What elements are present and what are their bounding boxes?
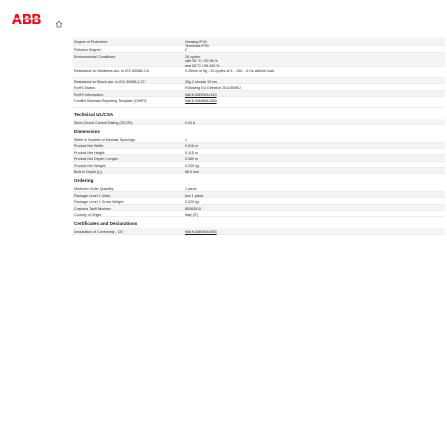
table-row: [73, 78, 445, 84]
row-key: RoHS Information:: [74, 92, 104, 97]
row-key: Width in Number of Modular Spacings:: [74, 138, 136, 143]
section-title-dimensions: Dimensions: [74, 129, 101, 135]
row-key: Resistance to Shock acc. to IEC 60068-2-27:: [74, 79, 146, 84]
row-value: [185, 230, 445, 235]
row-value: Following EU Directive 2011/65/EU: [185, 86, 241, 91]
table-row: [73, 155, 445, 161]
row-value: 0.03 A: [185, 120, 196, 125]
table-row: [73, 185, 445, 191]
table-row: [73, 228, 445, 234]
row-value: 0.220 kg: [185, 200, 199, 205]
abb-logo[interactable]: [12, 14, 42, 24]
row-value: 0.35mm or 5g - 20 cycles at 5 ...150 ...5 Hz without load: [185, 69, 274, 74]
table-row: [73, 211, 445, 217]
row-value: 30g 2 shocks 13 ms: [185, 79, 217, 84]
row-value-line: Housing IP40: [185, 39, 207, 44]
row-value: 68.9 mm: [185, 169, 199, 174]
row-key: Country of Origin:: [74, 212, 103, 217]
row-key: Minimum Order Quantity:: [74, 187, 115, 192]
row-value: 0.200 kg: [185, 163, 199, 168]
row-value: 85363010: [185, 206, 201, 211]
row-value: [185, 93, 445, 98]
table-row: [73, 149, 445, 155]
table-row: [73, 192, 445, 198]
row-key: Pollution Degree:: [74, 48, 102, 53]
row-key: Product Net Weight:: [74, 163, 107, 168]
row-value: [185, 99, 445, 104]
row-value: 0.018 m: [185, 144, 198, 149]
row-key: Short-Circuit Current Rating (SCCR):: [74, 120, 133, 125]
row-key: Declaration of Conformity - CE:: [74, 230, 124, 235]
row-key: Degree of Protection:: [74, 39, 108, 44]
table-row: [73, 84, 445, 90]
row-value: 1 piece: [185, 187, 197, 192]
row-key: Product Net Height:: [74, 150, 106, 155]
row-key: Package Level 1 Units:: [74, 193, 111, 198]
row-value: [185, 55, 445, 69]
product-details: [73, 38, 445, 235]
row-key: RoHS Status:: [74, 86, 96, 91]
row-value: 0.069 m: [185, 157, 198, 162]
table-row: [73, 53, 445, 68]
row-value: 1: [185, 138, 187, 143]
row-value-line: and 25 °C / 95-100 %: [185, 63, 220, 68]
declaration-ce-link[interactable]: 9AKK108930A0053: [185, 230, 217, 235]
table-row: [73, 205, 445, 211]
table-row: [73, 91, 445, 97]
section-title-ordering: Ordering: [74, 178, 94, 184]
cmrt-link[interactable]: 9AKK108468A3363: [185, 99, 217, 104]
row-key: Conflict Minerals Reporting Template (CMRT):: [74, 99, 148, 104]
section-title-certificates: Certificates and Declarations: [74, 221, 138, 227]
row-key: Customs Tariff Number:: [74, 206, 112, 211]
rohs-information-link[interactable]: 9AKK108930A1510: [185, 92, 217, 97]
abb-logo-mark: [12, 14, 42, 24]
home-icon[interactable]: [55, 15, 63, 23]
row-key: Environmental Conditions:: [74, 54, 116, 59]
row-value: 0.115 m: [185, 150, 198, 155]
table-row: [73, 67, 445, 78]
row-value: 2: [185, 48, 187, 53]
table-row: [73, 46, 445, 52]
row-key: Product Net Depth / Length:: [74, 157, 119, 162]
top-bar: [0, 0, 447, 34]
row-value: Italy (IT): [185, 212, 199, 217]
table-row: [73, 136, 445, 142]
row-key: Package Level 1 Gross Weight:: [74, 200, 125, 205]
table-row: [73, 38, 445, 49]
row-value-line: Terminals IP20: [185, 44, 209, 49]
table-row: [73, 168, 445, 174]
row-value-line: 28 cycles: [185, 54, 200, 59]
table-row: [73, 162, 445, 168]
table-row: [73, 119, 445, 125]
row-key: Built-In Depth (t₂):: [74, 169, 103, 174]
section-title-technical: Technical UL/CSA: [74, 111, 114, 117]
row-key: Resistance to Vibrations acc. to IEC 60068-2-6:: [74, 69, 150, 74]
table-row: [73, 198, 445, 204]
row-value-line: with 55 °C / 90-96 %: [185, 59, 218, 64]
table-row: [73, 97, 445, 108]
table-row: [73, 143, 445, 149]
row-key: Product Net Width:: [74, 144, 105, 149]
row-value: box 1 piece: [185, 193, 204, 198]
